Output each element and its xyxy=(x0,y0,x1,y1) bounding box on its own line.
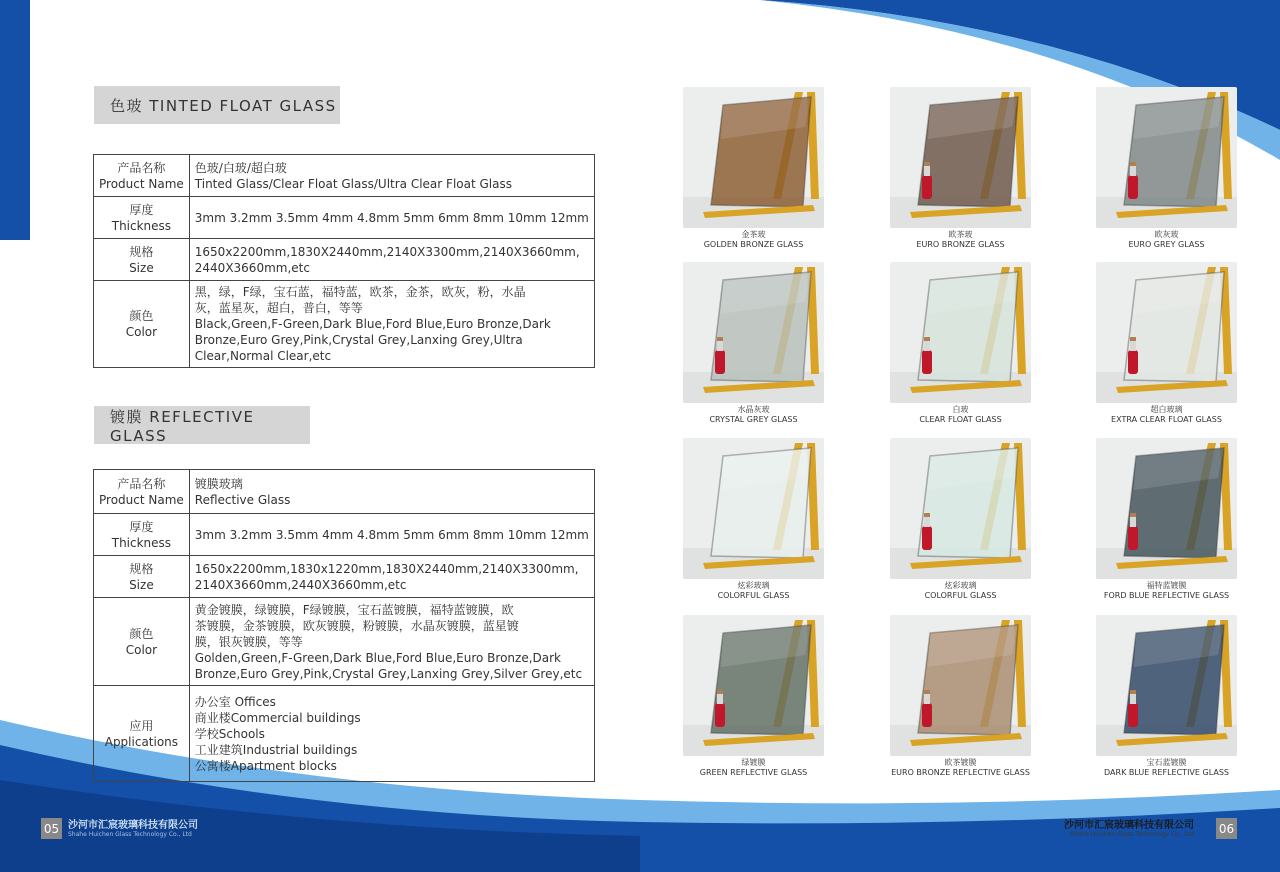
spec-label xyxy=(94,556,190,598)
company-name-en-right: Shahe Huichen Glass Technology Co., Ltd xyxy=(1070,831,1194,838)
glass-caption-cn: 福特蓝镀膜 xyxy=(1146,581,1187,590)
glass-caption-en: GOLDEN BRONZE GLASS xyxy=(703,240,804,249)
glass-caption-cn: 炫彩玻璃 xyxy=(944,581,977,590)
spec-value xyxy=(189,155,594,197)
glass-photo xyxy=(890,262,1031,403)
spec-value-line: 1650x2200mm,1830X2440mm,2140X3300mm,2140X3660mm, xyxy=(194,244,580,259)
spec-value-line: 3mm 3.2mm 3.5mm 4mm 4.8mm 5mm 6mm 8mm 10mm 12mm xyxy=(194,527,589,542)
spec-value-line: 2440X3660mm,etc xyxy=(194,260,310,275)
spec-label xyxy=(94,470,190,514)
spec-row xyxy=(94,556,595,598)
spec-label-en: Color xyxy=(125,642,158,657)
spec-value-line: Golden,Green,F-Green,Dark Blue,Ford Blue,Euro Bronze,Dark xyxy=(194,650,561,665)
spec-label-en: Size xyxy=(129,260,154,275)
glass-caption-cn: 水晶灰玻 xyxy=(737,405,770,414)
spec-value-line: 学校Schools xyxy=(194,726,265,741)
spec-value-line: 3mm 3.2mm 3.5mm 4mm 4.8mm 5mm 6mm 8mm 10mm 12mm xyxy=(194,210,589,225)
spec-label xyxy=(94,598,190,686)
glass-photo xyxy=(890,438,1031,579)
spec-label-en: Size xyxy=(129,577,154,592)
glass-photo xyxy=(683,87,824,228)
spec-label xyxy=(94,197,190,239)
glass-caption-en: DARK BLUE REFLECTIVE GLASS xyxy=(1104,768,1229,777)
glass-caption-cn: 宝石蓝镀膜 xyxy=(1146,758,1187,767)
spec-row xyxy=(94,239,595,281)
spec-value xyxy=(189,514,594,556)
spec-label-en: Product Name xyxy=(99,492,184,507)
tinted-spec-table xyxy=(93,154,595,368)
spec-value-line: 镀膜玻璃 xyxy=(194,476,243,491)
glass-caption-en: CRYSTAL GREY GLASS xyxy=(709,415,798,424)
spec-row xyxy=(94,281,595,368)
spec-value-line: 2140X3660mm,2440X3660mm,etc xyxy=(194,577,407,592)
spec-value-line: 1650x2200mm,1830x1220mm,1830X2440mm,2140X3300mm, xyxy=(194,561,579,576)
glass-photo xyxy=(1096,87,1237,228)
spec-value-line: 工业建筑Industrial buildings xyxy=(194,742,358,757)
glass-caption-cn: 欧茶玻 xyxy=(948,230,973,239)
glass-caption-en: EURO GREY GLASS xyxy=(1128,240,1205,249)
spec-value xyxy=(189,281,594,368)
spec-value xyxy=(189,470,594,514)
glass-photo xyxy=(1096,438,1237,579)
reflective-section-title: 镀膜 REFLECTIVE GLASS xyxy=(94,406,310,444)
spec-row xyxy=(94,686,595,782)
spec-label xyxy=(94,514,190,556)
spec-row xyxy=(94,514,595,556)
glass-caption-cn: 金茶玻 xyxy=(741,230,766,239)
spec-row xyxy=(94,470,595,514)
glass-caption-cn: 炫彩玻璃 xyxy=(737,581,770,590)
spec-label-en: Thickness xyxy=(111,535,172,550)
spec-label-en: Product Name xyxy=(99,176,184,191)
glass-caption-cn: 欧灰玻 xyxy=(1154,230,1179,239)
glass-photo xyxy=(890,87,1031,228)
glass-photo xyxy=(1096,262,1237,403)
spec-row xyxy=(94,598,595,686)
glass-photo xyxy=(890,615,1031,756)
company-name-right: 沙河市汇宸玻璃科技有限公司 xyxy=(1064,820,1194,831)
glass-photo xyxy=(683,438,824,579)
glass-caption-en: COLORFUL GLASS xyxy=(924,591,997,600)
glass-caption-en: EURO BRONZE REFLECTIVE GLASS xyxy=(891,768,1030,777)
spec-label-cn: 厚度 xyxy=(129,519,154,534)
page-number-right: 06 xyxy=(1216,818,1237,839)
glass-photo xyxy=(683,262,824,403)
spec-label-cn: 产品名称 xyxy=(117,476,166,491)
spec-value-line: Clear,Normal Clear,etc xyxy=(194,349,332,363)
spec-value-line: Bronze,Euro Grey,Pink,Crystal Grey,Lanxing Grey,Ultra xyxy=(194,333,523,347)
spec-value-line: 膜，银灰镀膜，等等 xyxy=(194,634,303,649)
spec-value-line: 黑，绿，F绿，宝石蓝，福特蓝，欧茶，金茶，欧灰，粉，水晶 xyxy=(194,285,526,299)
spec-value-line: Tinted Glass/Clear Float Glass/Ultra Clear Float Glass xyxy=(194,176,512,191)
spec-value-line: 办公室 Offices xyxy=(194,694,276,709)
spec-label xyxy=(94,281,190,368)
spec-value-line: Bronze,Euro Grey,Pink,Crystal Grey,Lanxing Grey,Silver Grey,etc xyxy=(194,666,583,681)
spec-value-line: 商业楼Commercial buildings xyxy=(194,710,361,725)
tinted-section-title: 色玻 TINTED FLOAT GLASS xyxy=(94,86,340,124)
spec-value xyxy=(189,556,594,598)
spec-label-en: Color xyxy=(125,325,158,339)
spec-label-cn: 厚度 xyxy=(129,202,154,217)
spec-label xyxy=(94,239,190,281)
company-name-en-left: Shahe Huichen Glass Technology Co., Ltd xyxy=(68,831,192,838)
spec-value-line: 公寓楼Apartment blocks xyxy=(194,758,337,773)
reflective-spec-table xyxy=(93,469,595,782)
spec-label-cn: 颜色 xyxy=(129,626,154,641)
spec-value-line: 黄金镀膜，绿镀膜，F绿镀膜，宝石蓝镀膜，福特蓝镀膜，欧 xyxy=(194,602,514,617)
spec-value-line: Black,Green,F-Green,Dark Blue,Ford Blue,Euro Bronze,Dark xyxy=(194,317,551,331)
glass-photo xyxy=(683,615,824,756)
glass-caption-en: FORD BLUE REFLECTIVE GLASS xyxy=(1103,591,1230,600)
spec-label-cn: 规格 xyxy=(129,244,154,259)
glass-caption-en: CLEAR FLOAT GLASS xyxy=(919,415,1002,424)
glass-caption-en: GREEN REFLECTIVE GLASS xyxy=(699,768,808,777)
spec-label xyxy=(94,686,190,782)
spec-row xyxy=(94,155,595,197)
glass-caption-en: EURO BRONZE GLASS xyxy=(916,240,1005,249)
glass-caption-en: COLORFUL GLASS xyxy=(717,591,790,600)
spec-label-en: Thickness xyxy=(111,218,172,233)
glass-photo xyxy=(1096,615,1237,756)
spec-label-en: Applications xyxy=(104,734,179,749)
spec-value xyxy=(189,197,594,239)
spec-value-line: 色玻/白玻/超白玻 xyxy=(194,160,287,175)
spec-label-cn: 产品名称 xyxy=(117,160,166,175)
glass-caption-cn: 绿镀膜 xyxy=(741,758,766,767)
glass-caption-cn: 白玻 xyxy=(952,405,969,414)
spec-value xyxy=(189,598,594,686)
company-name-left: 沙河市汇宸玻璃科技有限公司 xyxy=(68,820,198,831)
glass-caption-en: EXTRA CLEAR FLOAT GLASS xyxy=(1111,415,1222,424)
spec-value xyxy=(189,686,594,782)
spec-label-cn: 颜色 xyxy=(129,309,154,323)
spec-label-cn: 应用 xyxy=(129,718,154,733)
spec-label xyxy=(94,155,190,197)
glass-caption-cn: 超白玻璃 xyxy=(1150,405,1183,414)
spec-label-cn: 规格 xyxy=(129,561,154,576)
spec-value-line: 灰，蓝星灰，超白，普白，等等 xyxy=(194,301,363,315)
page-number-left: 05 xyxy=(41,818,62,839)
glass-caption-cn: 欧茶镀膜 xyxy=(944,758,977,767)
spec-value-line: Reflective Glass xyxy=(194,492,291,507)
spec-value xyxy=(189,239,594,281)
spec-row xyxy=(94,197,595,239)
spec-value-line: 茶镀膜，金茶镀膜，欧灰镀膜，粉镀膜，水晶灰镀膜，蓝星镀 xyxy=(194,618,519,633)
